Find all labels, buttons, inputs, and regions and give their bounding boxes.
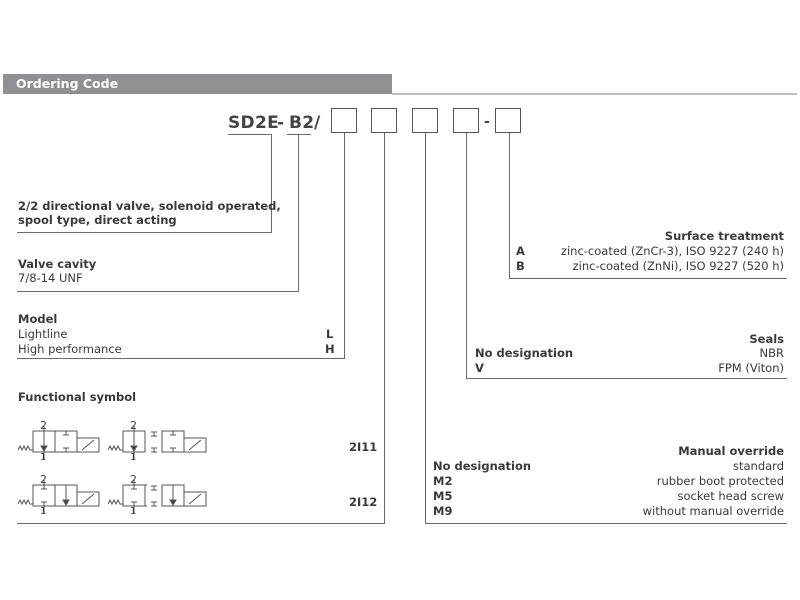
port-label: 1 [130,506,137,517]
port-label: 1 [40,452,47,463]
model-option-label: Lightline [18,327,68,341]
connector-functional-symbol [384,133,385,524]
surface-treatment-code: B [516,259,525,273]
manual-override-code: No designation [433,459,532,473]
valve-symbol-icon [18,472,110,516]
underline-seals [466,378,787,379]
code-box-surface-treatment[interactable] [495,108,521,133]
surface-treatment-label: zinc-coated (ZnNi), ISO 9227 (520 h) [572,259,784,273]
seals-code: No designation [475,346,574,360]
port-label: 1 [40,506,47,517]
manual-override-label: socket head screw [677,489,784,503]
code-box-manual-override[interactable] [412,108,438,133]
description-line-2: spool type, direct acting [18,213,177,227]
code-box-seals[interactable] [453,108,479,133]
section-title: Ordering Code [16,76,119,91]
seals-title: Seals [749,332,784,346]
svg-text:2: 2 [40,473,47,486]
model-option-code: H [325,342,335,356]
connector-model [344,133,345,359]
manual-override-label: without manual override [642,504,784,518]
code-dash: - [484,114,491,130]
underline-description [17,232,272,233]
header-rule [392,93,797,95]
code-box-model[interactable] [331,108,357,133]
code-prefix: SD2E [228,113,279,133]
seals-code: V [475,361,484,375]
underline-model [17,358,345,359]
functional-symbol-code: 2I12 [349,495,378,509]
functional-symbol-code: 2I11 [349,440,378,454]
valve-symbol-icon [108,472,208,516]
connector-seals [466,133,467,379]
valve-cavity-value: 7/8-14 UNF [18,271,83,285]
manual-override-title: Manual override [678,444,784,458]
prefix-underline [228,134,272,135]
underline-surface-treatment [509,278,787,279]
manual-override-label: rubber boot protected [656,474,784,488]
variant-underline [287,134,311,135]
connector-valve-cavity [298,134,299,291]
underline-functional-symbol [17,523,385,524]
manual-override-label: standard [732,459,784,473]
surface-treatment-code: A [516,244,525,258]
underline-manual-override [425,523,787,524]
connector-manual-override [425,133,426,524]
seals-label: NBR [759,346,784,360]
connector-surface-treatment [509,133,510,279]
seals-label: FPM (Viton) [718,361,784,375]
description-line-1: 2/2 directional valve, solenoid operated, [18,199,281,213]
connector-description [271,134,272,232]
model-option-code: L [326,327,334,341]
code-variant: B2 [289,113,315,133]
model-title: Model [18,312,58,326]
surface-treatment-label: zinc-coated (ZnCr-3), ISO 9227 (240 h) [560,244,784,258]
port-label: 1 [130,452,137,463]
manual-override-code: M5 [433,489,453,503]
valve-symbol-icon [18,418,110,462]
svg-text:2: 2 [40,419,47,432]
code-slash: / [314,113,321,133]
manual-override-code: M2 [433,474,453,488]
svg-text:2: 2 [130,473,137,486]
manual-override-code: M9 [433,504,453,518]
code-separator: - [277,113,285,133]
functional-symbol-title: Functional symbol [18,390,137,404]
valve-symbol-icon [108,418,208,462]
underline-valve-cavity [17,291,299,292]
model-option-label: High performance [18,342,122,356]
surface-treatment-title: Surface treatment [664,229,784,243]
svg-text:2: 2 [130,419,137,432]
valve-cavity-title: Valve cavity [18,257,97,271]
code-box-functional-symbol[interactable] [371,108,397,133]
